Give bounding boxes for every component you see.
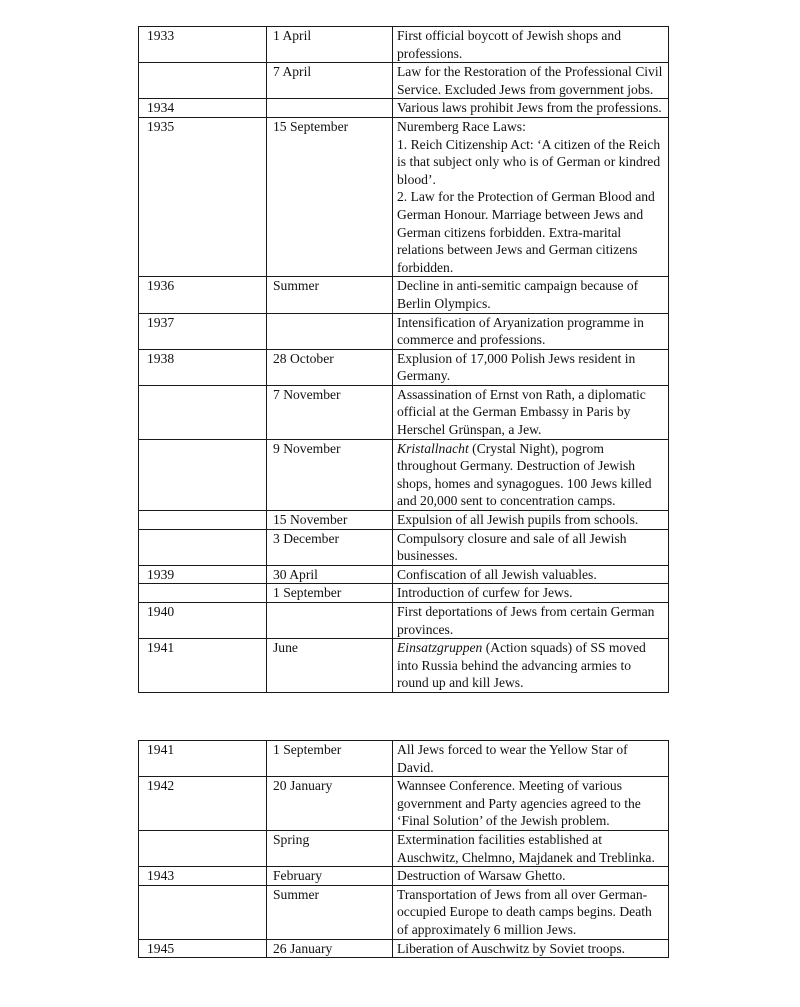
table-row xyxy=(139,117,669,276)
event-text: Expulsion of all Jewish pupils from schools. xyxy=(397,512,639,528)
event-cell xyxy=(393,99,669,118)
event-cell xyxy=(393,349,669,385)
table-row xyxy=(139,313,669,349)
event-text: First deportations of Jews from certain German provinces. xyxy=(397,604,655,637)
table-row xyxy=(139,385,669,439)
event-cell xyxy=(393,27,669,63)
date-cell xyxy=(267,99,393,118)
event-text: Wannsee Conference. Meeting of various government and Party agencies agreed to the ‘Final Solution’ of the Jewish problem. xyxy=(397,778,641,829)
year-cell xyxy=(139,439,267,510)
table-row xyxy=(139,603,669,639)
event-text: Liberation of Auschwitz by Soviet troops. xyxy=(397,940,626,956)
event-term: Einsatzgruppen xyxy=(397,640,483,656)
timeline-table-part-2 xyxy=(138,740,669,958)
event-text: Nuremberg Race Laws: xyxy=(397,118,526,134)
event-cell xyxy=(393,603,669,639)
date-cell: Summer xyxy=(267,885,393,939)
date-cell: Summer xyxy=(267,277,393,313)
date-cell: June xyxy=(267,639,393,693)
timeline-body-part-1 xyxy=(139,27,669,693)
event-cell xyxy=(393,529,669,565)
event-text: Confiscation of all Jewish valuables. xyxy=(397,566,597,582)
event-cell xyxy=(393,885,669,939)
date-cell: 3 December xyxy=(267,529,393,565)
event-cell xyxy=(393,777,669,831)
year-cell: 1939 xyxy=(139,565,267,584)
date-cell xyxy=(267,313,393,349)
event-text: (Crystal Night), pogrom throughout Germany. Destruction of Jewish shops, homes and synagogues. 100 Jews killed and 20,000 sent to concentration camps. xyxy=(397,440,652,509)
event-cell xyxy=(393,639,669,693)
date-cell: 15 September xyxy=(267,117,393,276)
year-cell: 1933 xyxy=(139,27,267,63)
year-cell: 1937 xyxy=(139,313,267,349)
event-text: Various laws prohibit Jews from the professions. xyxy=(397,100,662,116)
event-cell xyxy=(393,63,669,99)
event-cell xyxy=(393,867,669,886)
date-cell: 7 November xyxy=(267,385,393,439)
year-cell: 1935 xyxy=(139,117,267,276)
event-text: Assassination of Ernst von Rath, a diplomatic official at the German Embassy in Paris by Herschel Grünspan, a Jew. xyxy=(397,386,646,438)
event-text: Destruction of Warsaw Ghetto. xyxy=(397,868,566,884)
year-cell: 1945 xyxy=(139,939,267,958)
year-cell xyxy=(139,885,267,939)
event-text: Extermination facilities established at Auschwitz, Chelmno, Majdanek and Treblinka. xyxy=(397,831,655,865)
date-cell: 20 January xyxy=(267,777,393,831)
table-row xyxy=(139,63,669,99)
event-term: Kristallnacht xyxy=(397,440,469,456)
event-text: First official boycott of Jewish shops and professions. xyxy=(397,28,622,61)
date-cell: 9 November xyxy=(267,439,393,510)
year-cell: 1941 xyxy=(139,741,267,777)
event-text: Law for the Restoration of the Professional Civil Service. Excluded Jews from government jobs. xyxy=(397,64,663,97)
event-cell xyxy=(393,830,669,866)
year-cell: 1942 xyxy=(139,777,267,831)
event-text: All Jews forced to wear the Yellow Star of David. xyxy=(397,742,628,775)
event-cell xyxy=(393,385,669,439)
table-row xyxy=(139,27,669,63)
date-cell: 1 September xyxy=(267,741,393,777)
table-row xyxy=(139,511,669,530)
date-cell: Spring xyxy=(267,830,393,866)
year-cell xyxy=(139,385,267,439)
date-cell: 26 January xyxy=(267,939,393,958)
year-cell xyxy=(139,511,267,530)
date-cell: 28 October xyxy=(267,349,393,385)
event-cell xyxy=(393,565,669,584)
table-row xyxy=(139,741,669,777)
table-row xyxy=(139,277,669,313)
table-row xyxy=(139,439,669,510)
table-row xyxy=(139,939,669,958)
timeline-body-part-2 xyxy=(139,741,669,958)
year-cell: 1940 xyxy=(139,603,267,639)
date-cell: 15 November xyxy=(267,511,393,530)
event-cell xyxy=(393,277,669,313)
event-cell xyxy=(393,117,669,276)
year-cell: 1936 xyxy=(139,277,267,313)
event-cell xyxy=(393,313,669,349)
date-cell: 30 April xyxy=(267,565,393,584)
event-text: Decline in anti-semitic campaign because of Berlin Olympics. xyxy=(397,278,639,311)
year-cell xyxy=(139,830,267,866)
event-cell xyxy=(393,741,669,777)
event-text: Introduction of curfew for Jews. xyxy=(397,585,573,601)
table-row xyxy=(139,99,669,118)
event-text: 1. Reich Citizenship Act: ‘A citizen of the Reich is that subject only who is of German or kindred blood’. xyxy=(397,136,661,187)
date-cell: February xyxy=(267,867,393,886)
table-row xyxy=(139,885,669,939)
event-text: Explusion of 17,000 Polish Jews resident in Germany. xyxy=(397,350,636,384)
event-cell xyxy=(393,439,669,510)
table-row xyxy=(139,777,669,831)
table-row xyxy=(139,529,669,565)
year-cell xyxy=(139,584,267,603)
timeline-table-part-1 xyxy=(138,26,669,693)
table-row xyxy=(139,565,669,584)
year-cell: 1943 xyxy=(139,867,267,886)
event-text: Transportation of Jews from all over German-occupied Europe to death camps begins. Death of approximately 6 million Jews. xyxy=(397,886,652,937)
year-cell xyxy=(139,63,267,99)
table-row xyxy=(139,639,669,693)
event-text: Compulsory closure and sale of all Jewish businesses. xyxy=(397,530,627,564)
date-cell xyxy=(267,603,393,639)
event-text: Intensification of Aryanization programme in commerce and professions. xyxy=(397,314,644,348)
event-text: (Action squads) of SS moved into Russia behind the advancing armies to round up and kill Jews. xyxy=(397,640,646,691)
event-cell xyxy=(393,939,669,958)
event-text: 2. Law for the Protection of German Blood and German Honour. Marriage between Jews and German citizens forbidden. Extra-marital relations between Jews and German citizens forbidden. xyxy=(397,189,655,275)
date-cell: 7 April xyxy=(267,63,393,99)
year-cell: 1934 xyxy=(139,99,267,118)
table-row xyxy=(139,584,669,603)
date-cell: 1 September xyxy=(267,584,393,603)
table-row xyxy=(139,867,669,886)
year-cell xyxy=(139,529,267,565)
date-cell: 1 April xyxy=(267,27,393,63)
table-row xyxy=(139,349,669,385)
event-cell xyxy=(393,584,669,603)
year-cell: 1938 xyxy=(139,349,267,385)
year-cell: 1941 xyxy=(139,639,267,693)
table-row xyxy=(139,830,669,866)
event-cell xyxy=(393,511,669,530)
